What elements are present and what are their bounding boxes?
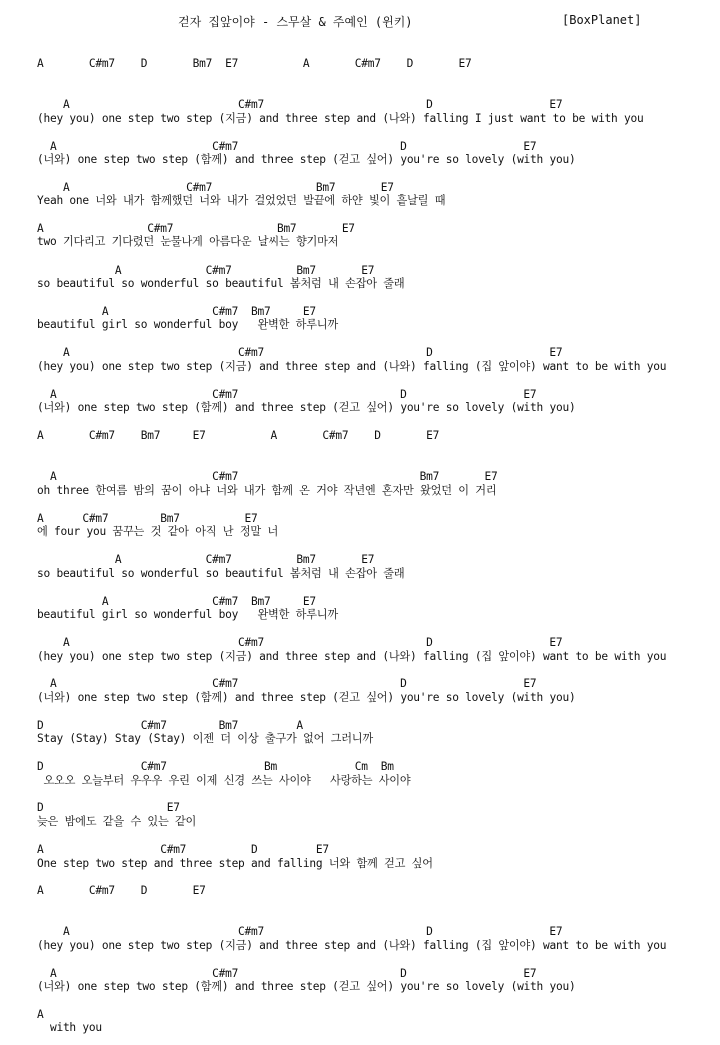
chord-line: A C#m7 Bm7 E7 (37, 181, 394, 194)
chord-line: A C#m7 Bm7 E7 A C#m7 D E7 (37, 429, 440, 442)
chord-line: A C#m7 Bm7 E7 (37, 553, 375, 566)
chord-line: A C#m7 D E7 (37, 636, 563, 649)
lyric-line: (너와) one step two step (함께) and three step (걷고 싶어) you're so lovely (with you) (37, 980, 576, 993)
lyric-line: beautiful girl so wonderful boy 완벽한 하루니까 (37, 318, 338, 331)
chord-line: A C#m7 Bm7 E7 (37, 264, 375, 277)
lyric-line: 에 four you 꿈꾸는 것 같아 아직 난 정말 너 (37, 525, 279, 538)
song-title: 걷자 집앞이야 - 스무살 & 주예인 (윈키) (178, 15, 413, 29)
chord-line: A C#m7 D E7 (37, 140, 537, 153)
site-label: [BoxPlanet] (562, 13, 642, 27)
chord-line: A C#m7 D E7 (37, 346, 563, 359)
chord-line: A C#m7 D E7 (37, 925, 563, 938)
lyric-line: (hey you) one step two step (지금) and three step and (나와) falling (집 앞이야) want to be with you (37, 939, 667, 952)
lyric-line: (너와) one step two step (함께) and three step (걷고 싶어) you're so lovely (with you) (37, 153, 576, 166)
chord-line: A C#m7 Bm7 E7 (37, 222, 355, 235)
lyric-line: (너와) one step two step (함께) and three step (걷고 싶어) you're so lovely (with you) (37, 401, 576, 414)
lyric-line: 늦은 밤에도 같을 수 있는 같이 (37, 815, 197, 828)
lyric-line: (hey you) one step two step (지금) and three step and (나와) falling I just want to be with you (37, 112, 644, 125)
lyric-line: Yeah one 너와 내가 함께했던 너와 내가 걸었었던 발끝에 하얀 빛이 흩날릴 때 (37, 194, 446, 207)
lyric-line: 오오오 오늘부터 우우우 우린 이제 신경 쓰는 사이야 사랑하는 사이야 (37, 774, 411, 787)
chord-line: A C#m7 Bm7 E7 (37, 470, 498, 483)
chord-line: A C#m7 D E7 (37, 967, 537, 980)
lyric-line: One step two step and three step and falling 너와 함께 걷고 싶어 (37, 857, 433, 870)
lyric-line: Stay (Stay) Stay (Stay) 이젠 더 이상 출구가 없어 그러니까 (37, 732, 373, 745)
chord-line: D C#m7 Bm Cm Bm (37, 760, 394, 773)
chord-line: A C#m7 D E7 (37, 677, 537, 690)
chord-line: A C#m7 Bm7 E7 (37, 305, 316, 318)
chord-line: A C#m7 D E7 (37, 884, 206, 897)
lyric-line: (hey you) one step two step (지금) and three step and (나와) falling (집 앞이야) want to be with you (37, 650, 667, 663)
lyric-line: (너와) one step two step (함께) and three step (걷고 싶어) you're so lovely (with you) (37, 691, 576, 704)
chord-line: D E7 (37, 801, 180, 814)
chord-line: A C#m7 D E7 (37, 98, 563, 111)
lyric-line: two 기다리고 기다렸던 눈물나게 아름다운 날씨는 향기마저 (37, 235, 339, 248)
chord-line: A C#m7 Bm7 E7 (37, 595, 316, 608)
lyric-line: (hey you) one step two step (지금) and three step and (나와) falling (집 앞이야) want to be with you (37, 360, 667, 373)
chord-line: A C#m7 Bm7 E7 (37, 512, 258, 525)
lyric-line: with you (37, 1021, 102, 1034)
lyric-line: beautiful girl so wonderful boy 완벽한 하루니까 (37, 608, 338, 621)
chord-line: A C#m7 D Bm7 E7 A C#m7 D E7 (37, 57, 472, 70)
lyric-line: so beautiful so wonderful so beautiful 봄처럼 내 손잡아 줄래 (37, 277, 405, 290)
chord-line: A C#m7 D E7 (37, 388, 537, 401)
chord-line: A C#m7 D E7 (37, 843, 329, 856)
lyric-line: oh three 한여름 밤의 꿈이 아냐 너와 내가 함께 온 거야 작년엔 혼자만 왔었던 이 거리 (37, 484, 497, 497)
chord-line: A (37, 1008, 44, 1021)
lyric-line: so beautiful so wonderful so beautiful 봄처럼 내 손잡아 줄래 (37, 567, 405, 580)
chord-line: D C#m7 Bm7 A (37, 719, 303, 732)
